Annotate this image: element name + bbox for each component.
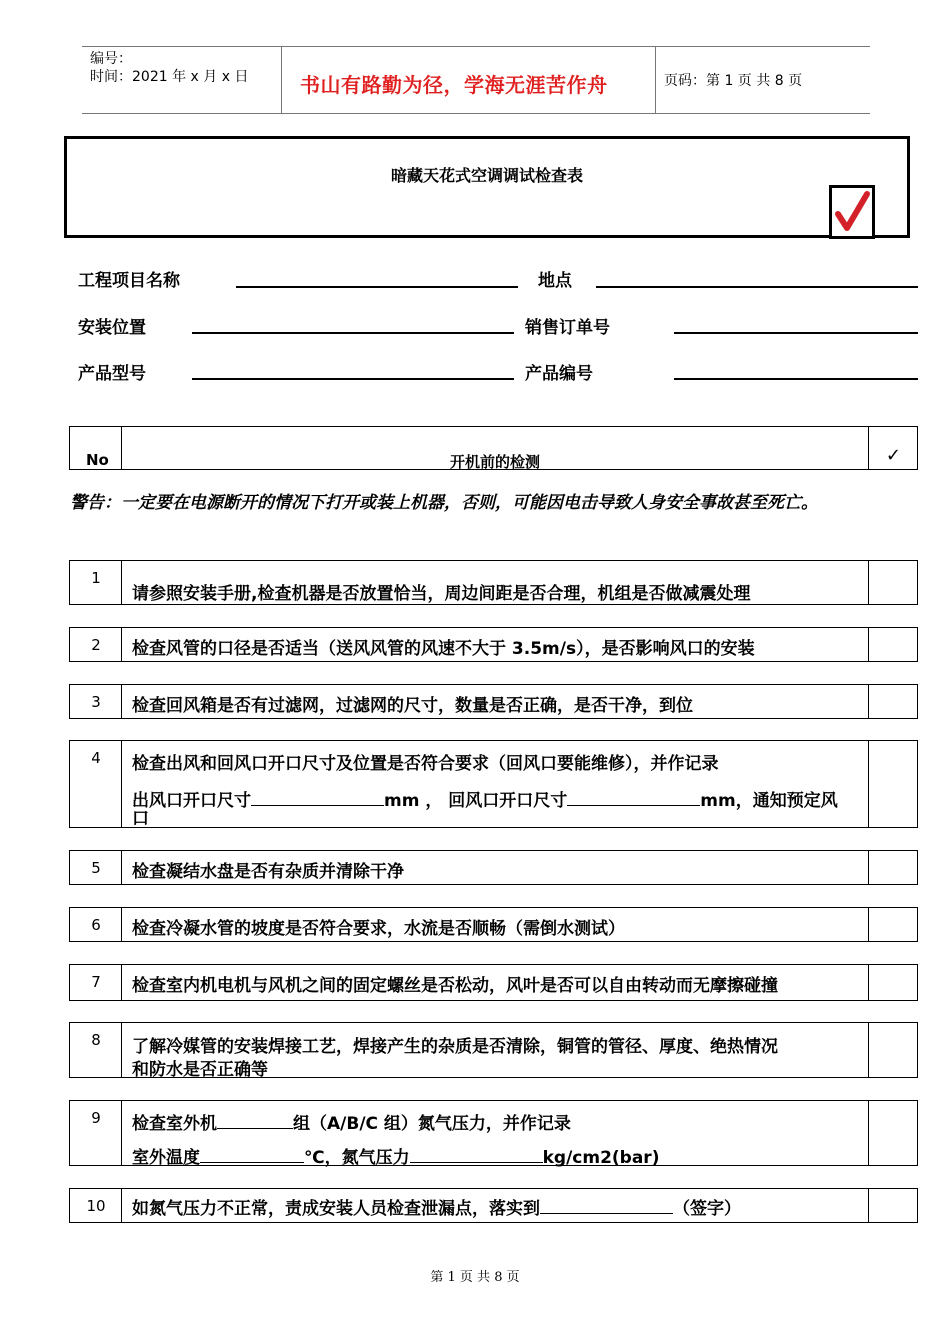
outdoor-temp-blank[interactable] — [200, 1146, 304, 1163]
header-divider — [655, 46, 656, 113]
product-number-field[interactable] — [674, 378, 918, 380]
page-footer: 第 1 页 共 8 页 — [430, 1270, 520, 1285]
item-number: 10 — [86, 1197, 106, 1215]
doc-time-label: 时间：2021 年 x 月 x 日 — [90, 69, 249, 85]
sales-order-field[interactable] — [674, 332, 918, 334]
return-size-label: mm ， 回风口开口尺寸 — [384, 791, 568, 811]
no-column-header: No — [86, 451, 109, 469]
item-text — [132, 1112, 872, 1137]
checklist-row — [69, 1022, 918, 1078]
project-name-label: 工程项目名称 — [78, 271, 180, 291]
page-title: 暗藏天花式空调调试检查表 — [390, 166, 583, 185]
header-motto: 书山有路勤为径，学海无涯苦作舟 — [300, 73, 608, 97]
location-field[interactable] — [596, 286, 918, 288]
nitrogen-pressure-label: ℃，氮气压力 — [304, 1148, 410, 1168]
checklist-row — [69, 740, 918, 828]
item-number: 3 — [91, 693, 101, 711]
item-number: 5 — [91, 859, 101, 877]
project-name-field[interactable] — [236, 286, 518, 288]
header-top-border — [82, 46, 870, 47]
item-text: 检查冷凝水管的坡度是否符合要求，水流是否顺畅（需倒水测试） — [132, 919, 625, 939]
item-number: 2 — [91, 636, 101, 654]
item-text-line-2 — [132, 789, 872, 811]
item-number: 1 — [91, 569, 101, 587]
check-column-header: ✓ — [885, 445, 901, 466]
title-box — [64, 136, 910, 238]
item-text: 请参照安装手册,检查机器是否放置恰当，周边间距是否合理，机组是否做减震处理 — [132, 584, 751, 604]
nitrogen-pressure-blank[interactable] — [410, 1146, 543, 1163]
return-size-blank[interactable] — [567, 789, 700, 806]
header-page-number: 页码：第 1 页 共 8 页 — [664, 73, 803, 89]
notify-text: mm，通知预定风 — [700, 791, 838, 811]
product-model-field[interactable] — [192, 378, 514, 380]
checklist-row — [69, 964, 918, 1001]
section-title: 开机前的检测 — [449, 453, 540, 471]
checklist-row — [69, 907, 918, 942]
checkmark-icon — [829, 185, 875, 239]
doc-code-label: 编号： — [90, 51, 132, 67]
sales-order-label: 销售订单号 — [525, 318, 610, 338]
product-model-label: 产品型号 — [78, 364, 146, 384]
section-header — [69, 426, 918, 470]
item-text: 检查凝结水盘是否有杂质并清除干净 — [132, 862, 404, 882]
nitrogen-record-text: 组（A/B/C 组）氮气压力，并作记录 — [293, 1114, 571, 1134]
checklist-row — [69, 1188, 918, 1223]
checklist-row — [69, 627, 918, 662]
item-number: 7 — [91, 973, 101, 991]
item-text: 检查回风箱是否有过滤网，过滤网的尺寸，数量是否正确，是否干净，到位 — [132, 696, 693, 716]
item-number: 8 — [91, 1031, 101, 1049]
warning-text: 警告：一定要在电源断开的情况下打开或装上机器，否则，可能因电击导致人身安全事故甚至死亡。 — [70, 493, 818, 513]
header-bottom-border — [82, 113, 870, 114]
leak-check-text: 如氮气压力不正常，责成安装人员检查泄漏点，落实到 — [132, 1199, 540, 1219]
column-divider — [868, 427, 869, 469]
header-divider — [281, 46, 282, 113]
checklist-row — [69, 1100, 918, 1166]
item-text-line-3: 口 — [132, 809, 149, 829]
outdoor-unit-label: 检查室外机 — [132, 1114, 217, 1134]
install-position-field[interactable] — [192, 332, 514, 334]
item-text — [132, 1197, 872, 1222]
outdoor-temp-label: 室外温度 — [132, 1148, 200, 1168]
item-text-line-2: 和防水是否正确等 — [132, 1060, 268, 1080]
item-number: 6 — [91, 916, 101, 934]
outdoor-unit-blank[interactable] — [217, 1112, 293, 1129]
item-text: 检查风管的口径是否适当（送风风管的风速不大于 3.5m/s），是否影响风口的安装 — [132, 639, 755, 659]
checklist-row — [69, 684, 918, 719]
checklist-row — [69, 850, 918, 885]
pressure-unit: kg/cm2(bar) — [542, 1148, 660, 1168]
product-number-label: 产品编号 — [525, 364, 593, 384]
item-number: 4 — [91, 749, 101, 767]
item-text: 检查室内机电机与风机之间的固定螺丝是否松动，风叶是否可以自由转动而无摩擦碰撞 — [132, 976, 778, 996]
signature-blank[interactable] — [540, 1197, 673, 1214]
outlet-size-label: 出风口开口尺寸 — [132, 791, 251, 811]
signature-label: （签字） — [673, 1199, 741, 1219]
item-text: 检查出风和回风口开口尺寸及位置是否符合要求（回风口要能维修），并作记录 — [132, 754, 719, 774]
item-text-line-2 — [132, 1146, 872, 1168]
install-position-label: 安装位置 — [78, 318, 146, 338]
location-label: 地点 — [538, 271, 572, 291]
checklist-row — [69, 560, 918, 605]
item-number: 9 — [91, 1109, 101, 1127]
outlet-size-blank[interactable] — [251, 789, 384, 806]
item-text: 了解冷媒管的安装焊接工艺，焊接产生的杂质是否清除，铜管的管径、厚度、绝热情况 — [132, 1037, 778, 1057]
